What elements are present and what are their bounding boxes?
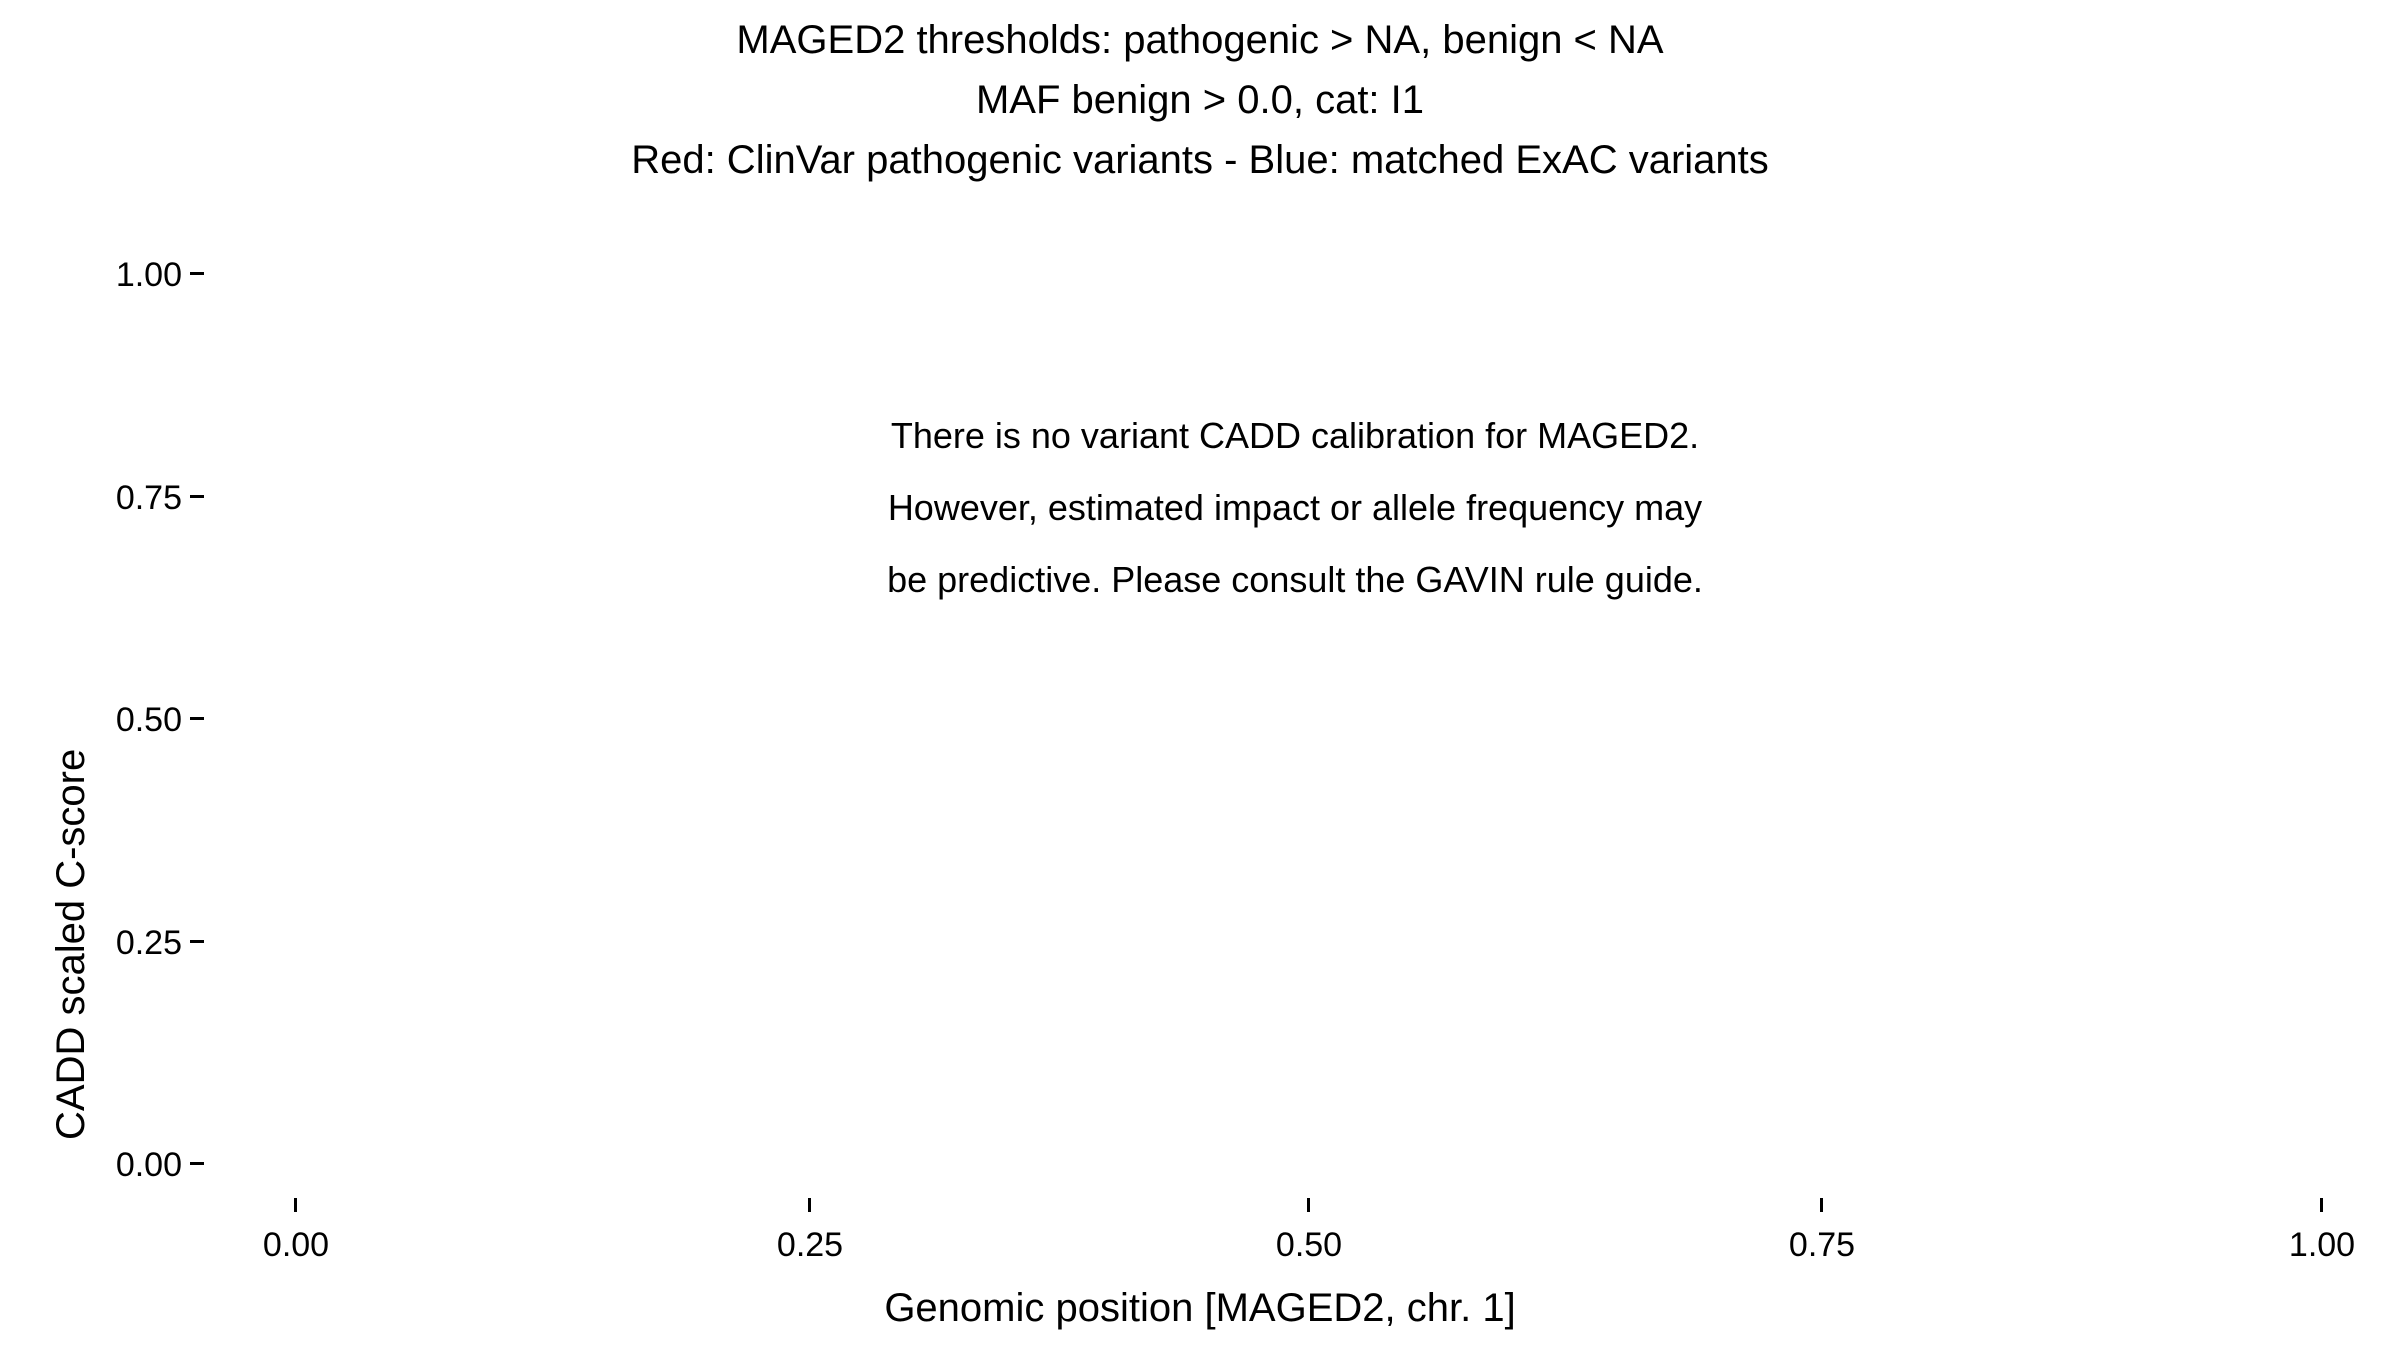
y-tick-mark-0.75 bbox=[190, 495, 204, 498]
x-tick-label-0.25: 0.25 bbox=[776, 1226, 844, 1264]
chart-title-line-2: MAF benign > 0.0, cat: I1 bbox=[975, 78, 1425, 122]
y-tick-mark-0.50 bbox=[190, 717, 204, 720]
y-tick-mark-0.25 bbox=[190, 940, 204, 943]
y-tick-label-0.25: 0.25 bbox=[115, 924, 182, 962]
chart-title-line-3: Red: ClinVar pathogenic variants - Blue: matched ExAC variants bbox=[631, 138, 1769, 182]
plot-annotation-line-2: However, estimated impact or allele frequency may bbox=[887, 487, 1703, 528]
y-tick-label-0.50: 0.50 bbox=[115, 701, 182, 739]
y-tick-mark-0.00 bbox=[190, 1162, 204, 1165]
x-tick-label-0.75: 0.75 bbox=[1788, 1226, 1856, 1264]
y-tick-label-1.00: 1.00 bbox=[115, 256, 182, 294]
x-tick-mark-0.00 bbox=[294, 1198, 297, 1212]
x-tick-mark-0.75 bbox=[1820, 1198, 1823, 1212]
x-tick-label-0.00: 0.00 bbox=[262, 1226, 330, 1264]
x-axis-title: Genomic position [MAGED2, chr. 1] bbox=[884, 1286, 1516, 1330]
x-tick-mark-0.25 bbox=[808, 1198, 811, 1212]
plot-annotation-line-3: be predictive. Please consult the GAVIN rule guide. bbox=[887, 559, 1703, 600]
x-tick-label-1.00: 1.00 bbox=[2288, 1226, 2356, 1264]
chart-title-line-1: MAGED2 thresholds: pathogenic > NA, benign < NA bbox=[736, 18, 1664, 62]
plot-annotation-line-1: There is no variant CADD calibration for MAGED2. bbox=[890, 415, 1700, 456]
chart-title bbox=[0, 10, 2400, 190]
x-tick-mark-1.00 bbox=[2320, 1198, 2323, 1212]
x-tick-label-0.50: 0.50 bbox=[1275, 1226, 1343, 1264]
plot-annotation bbox=[760, 400, 1830, 616]
y-tick-label-0.75: 0.75 bbox=[115, 479, 182, 517]
y-tick-label-0.00: 0.00 bbox=[115, 1146, 182, 1184]
y-axis-title: CADD scaled C-score bbox=[49, 748, 93, 1140]
x-tick-mark-0.50 bbox=[1307, 1198, 1310, 1212]
y-tick-mark-1.00 bbox=[190, 272, 204, 275]
